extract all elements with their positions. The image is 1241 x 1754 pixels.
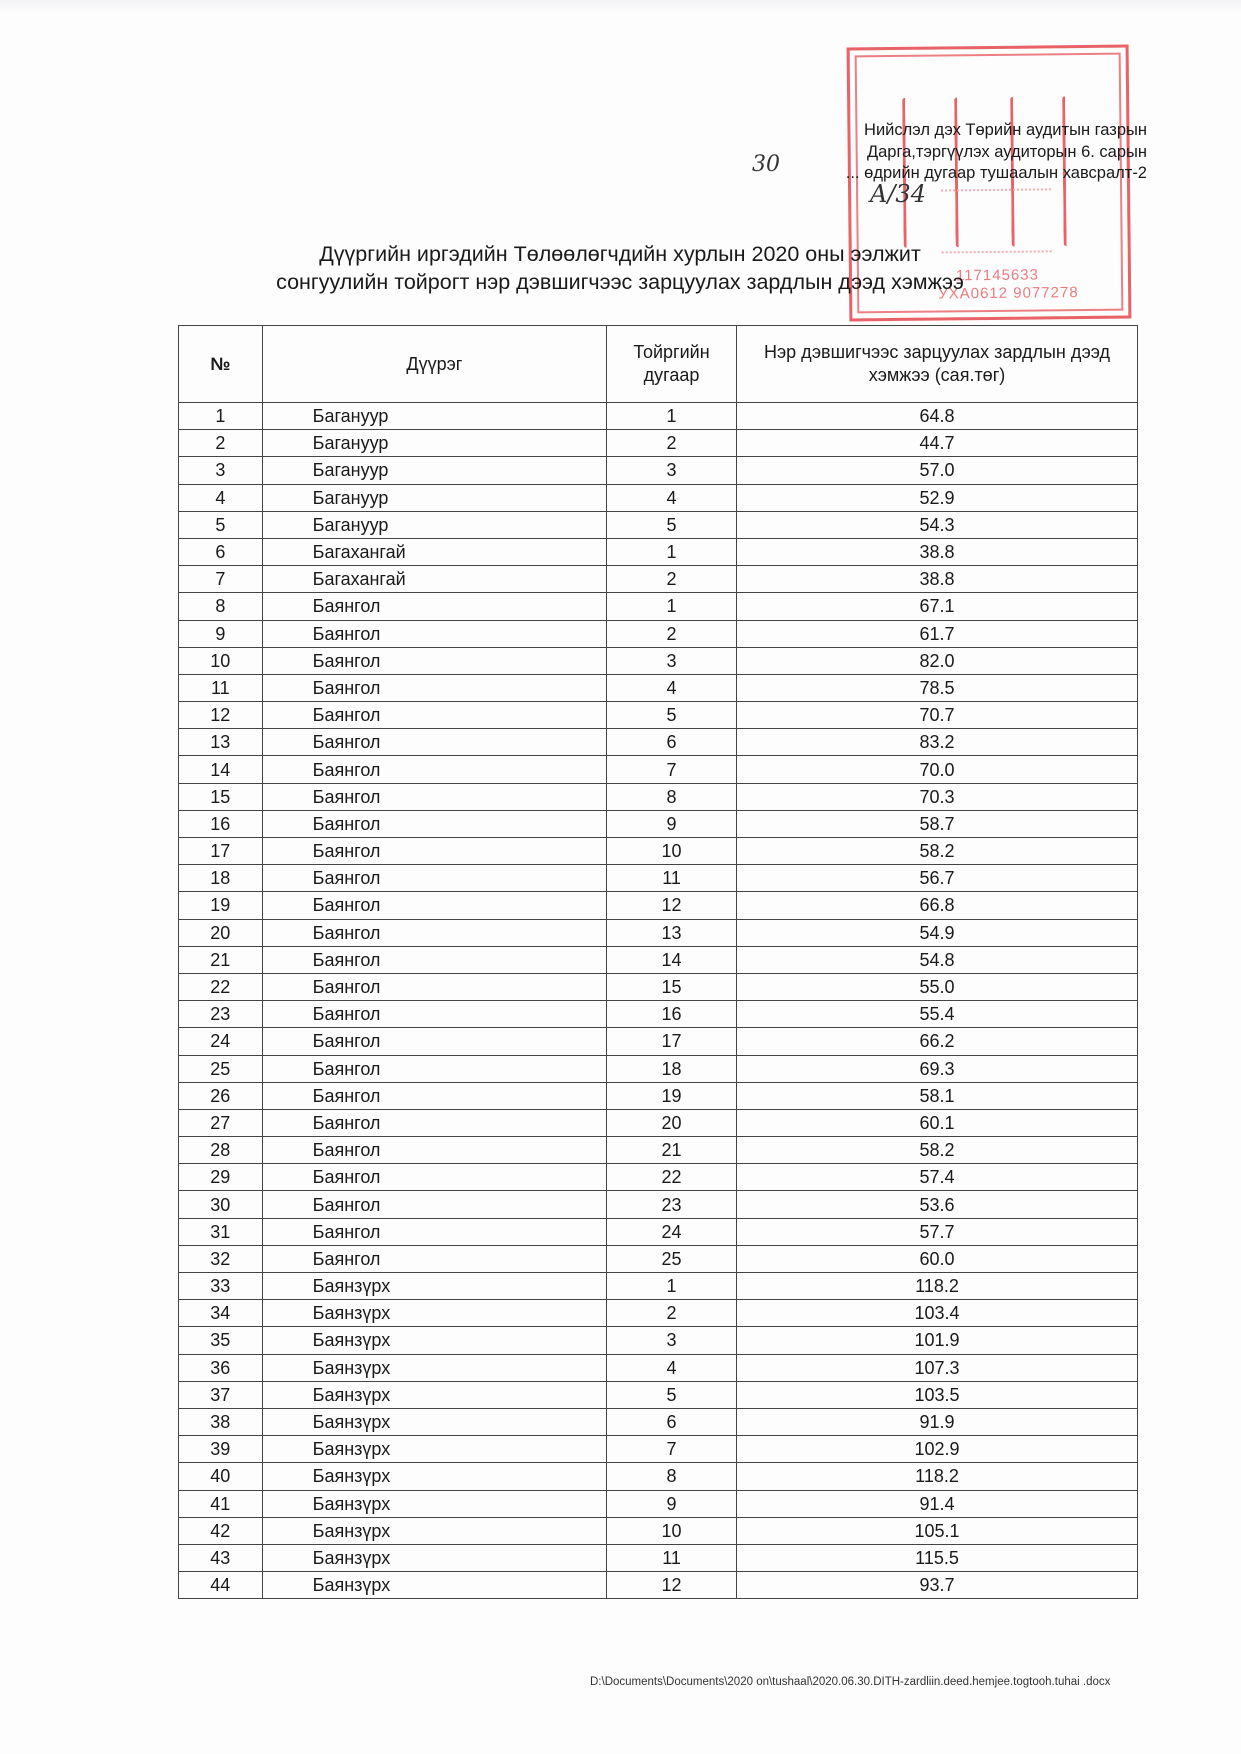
row-number: 28 <box>179 1137 263 1164</box>
table-row <box>179 403 1138 430</box>
row-number: 13 <box>179 729 263 756</box>
table-row <box>179 946 1138 973</box>
row-district: Баянгол <box>262 1082 606 1109</box>
row-district: Багануур <box>262 511 606 538</box>
row-amount: 83.2 <box>737 729 1138 756</box>
row-amount: 38.8 <box>737 566 1138 593</box>
row-amount: 105.1 <box>737 1517 1138 1544</box>
table-row <box>179 1572 1138 1599</box>
row-number: 41 <box>179 1490 263 1517</box>
row-number: 34 <box>179 1300 263 1327</box>
row-district: Баянзүрх <box>262 1544 606 1571</box>
row-constituency: 2 <box>607 566 737 593</box>
table-row <box>179 1001 1138 1028</box>
table-row <box>179 810 1138 837</box>
row-constituency: 1 <box>607 1273 737 1300</box>
table-row <box>179 457 1138 484</box>
row-amount: 55.4 <box>737 1001 1138 1028</box>
row-amount: 115.5 <box>737 1544 1138 1571</box>
row-constituency: 15 <box>607 973 737 1000</box>
row-constituency: 8 <box>607 1463 737 1490</box>
row-constituency: 5 <box>607 511 737 538</box>
row-district: Баянгол <box>262 783 606 810</box>
row-amount: 61.7 <box>737 620 1138 647</box>
row-number: 17 <box>179 838 263 865</box>
row-district: Баянгол <box>262 674 606 701</box>
table-row <box>179 1354 1138 1381</box>
row-district: Баянгол <box>262 1028 606 1055</box>
row-constituency: 4 <box>607 674 737 701</box>
row-district: Баянгол <box>262 756 606 783</box>
row-amount: 91.9 <box>737 1408 1138 1435</box>
row-number: 26 <box>179 1082 263 1109</box>
row-district: Баянгол <box>262 865 606 892</box>
row-district: Баянгол <box>262 1109 606 1136</box>
table-row <box>179 1490 1138 1517</box>
row-number: 21 <box>179 946 263 973</box>
row-district: Багануур <box>262 457 606 484</box>
table-row <box>179 647 1138 674</box>
table-row <box>179 1517 1138 1544</box>
table-row <box>179 566 1138 593</box>
row-constituency: 2 <box>607 430 737 457</box>
row-constituency: 6 <box>607 729 737 756</box>
spending-limit-table <box>178 325 1138 1599</box>
row-number: 36 <box>179 1354 263 1381</box>
row-amount: 118.2 <box>737 1273 1138 1300</box>
row-number: 1 <box>179 403 263 430</box>
table-row <box>179 1436 1138 1463</box>
row-number: 6 <box>179 538 263 565</box>
row-number: 23 <box>179 1001 263 1028</box>
row-number: 9 <box>179 620 263 647</box>
row-number: 3 <box>179 457 263 484</box>
row-district: Багануур <box>262 430 606 457</box>
table-row <box>179 538 1138 565</box>
document-title <box>240 240 1000 296</box>
table-row <box>179 1191 1138 1218</box>
row-constituency: 5 <box>607 1381 737 1408</box>
row-amount: 70.7 <box>737 702 1138 729</box>
table-row <box>179 865 1138 892</box>
row-amount: 54.3 <box>737 511 1138 538</box>
row-amount: 70.0 <box>737 756 1138 783</box>
table-row <box>179 702 1138 729</box>
row-constituency: 12 <box>607 892 737 919</box>
row-district: Баянгол <box>262 810 606 837</box>
row-number: 35 <box>179 1327 263 1354</box>
row-constituency: 14 <box>607 946 737 973</box>
row-amount: 38.8 <box>737 538 1138 565</box>
table-row <box>179 1055 1138 1082</box>
row-number: 19 <box>179 892 263 919</box>
row-constituency: 11 <box>607 865 737 892</box>
row-number: 18 <box>179 865 263 892</box>
row-district: Баянгол <box>262 1001 606 1028</box>
row-constituency: 1 <box>607 593 737 620</box>
row-constituency: 23 <box>607 1191 737 1218</box>
row-constituency: 3 <box>607 457 737 484</box>
table-row <box>179 1544 1138 1571</box>
approval-reference <box>846 120 1147 185</box>
row-number: 12 <box>179 702 263 729</box>
table-row <box>179 729 1138 756</box>
row-constituency: 7 <box>607 756 737 783</box>
title-line-1: Дүүргийн иргэдийн Төлөөлөгчдийн хурлын 2020 оны ээлжит <box>319 242 921 266</box>
row-district: Баянгол <box>262 1191 606 1218</box>
row-number: 39 <box>179 1436 263 1463</box>
table-row <box>179 892 1138 919</box>
row-amount: 55.0 <box>737 973 1138 1000</box>
row-district: Баянгол <box>262 1137 606 1164</box>
row-district: Баянзүрх <box>262 1354 606 1381</box>
table-row <box>179 1463 1138 1490</box>
table-row <box>179 1082 1138 1109</box>
row-constituency: 3 <box>607 647 737 674</box>
file-path-footer: D:\Documents\Documents\2020 on\tushaal\2020.06.30.DITH-zardliin.deed.hemjee.togtooh.tuhai .docx <box>590 1676 1111 1688</box>
row-constituency: 22 <box>607 1164 737 1191</box>
row-number: 43 <box>179 1544 263 1571</box>
table-row <box>179 674 1138 701</box>
row-constituency: 12 <box>607 1572 737 1599</box>
row-amount: 64.8 <box>737 403 1138 430</box>
row-district: Баянзүрх <box>262 1436 606 1463</box>
table-row <box>179 1408 1138 1435</box>
table-row <box>179 1273 1138 1300</box>
row-constituency: 10 <box>607 1517 737 1544</box>
table-row <box>179 511 1138 538</box>
approval-line-1: Нийслэл дэх Төрийн аудитын газрын <box>864 121 1147 139</box>
row-amount: 60.0 <box>737 1245 1138 1272</box>
row-district: Багануур <box>262 484 606 511</box>
row-amount: 57.4 <box>737 1164 1138 1191</box>
table-row <box>179 1137 1138 1164</box>
row-number: 27 <box>179 1109 263 1136</box>
row-amount: 44.7 <box>737 430 1138 457</box>
table-row <box>179 1381 1138 1408</box>
table-row <box>179 783 1138 810</box>
row-district: Баянзүрх <box>262 1327 606 1354</box>
row-district: Баянгол <box>262 1218 606 1245</box>
row-constituency: 16 <box>607 1001 737 1028</box>
row-amount: 91.4 <box>737 1490 1138 1517</box>
row-constituency: 21 <box>607 1137 737 1164</box>
row-number: 24 <box>179 1028 263 1055</box>
row-number: 29 <box>179 1164 263 1191</box>
row-district: Баянгол <box>262 620 606 647</box>
row-number: 33 <box>179 1273 263 1300</box>
row-amount: 58.1 <box>737 1082 1138 1109</box>
row-number: 37 <box>179 1381 263 1408</box>
row-constituency: 1 <box>607 403 737 430</box>
row-number: 42 <box>179 1517 263 1544</box>
row-constituency: 3 <box>607 1327 737 1354</box>
table-row <box>179 484 1138 511</box>
row-amount: 54.9 <box>737 919 1138 946</box>
row-constituency: 8 <box>607 783 737 810</box>
row-amount: 58.2 <box>737 1137 1138 1164</box>
row-amount: 103.4 <box>737 1300 1138 1327</box>
header-amount-label: Нэр дэвшигчээс зарцуулах зардлын дээд хэмжээ (сая.төг) <box>763 342 1111 385</box>
row-district: Баянзүрх <box>262 1300 606 1327</box>
row-constituency: 4 <box>607 1354 737 1381</box>
row-district: Баянзүрх <box>262 1572 606 1599</box>
row-amount: 69.3 <box>737 1055 1138 1082</box>
row-amount: 93.7 <box>737 1572 1138 1599</box>
row-constituency: 2 <box>607 1300 737 1327</box>
row-district: Баянзүрх <box>262 1490 606 1517</box>
row-constituency: 17 <box>607 1028 737 1055</box>
table-row <box>179 838 1138 865</box>
table-row <box>179 1109 1138 1136</box>
row-amount: 103.5 <box>737 1381 1138 1408</box>
row-number: 44 <box>179 1572 263 1599</box>
row-number: 8 <box>179 593 263 620</box>
row-amount: 60.1 <box>737 1109 1138 1136</box>
approval-line-2: Дарга,тэргүүлэх аудиторын 6. сарын <box>866 142 1147 161</box>
table-row <box>179 1327 1138 1354</box>
row-number: 38 <box>179 1408 263 1435</box>
row-constituency: 2 <box>607 620 737 647</box>
handwritten-day: 30 <box>752 152 780 177</box>
row-number: 32 <box>179 1245 263 1272</box>
header-amount <box>737 326 1138 403</box>
row-number: 16 <box>179 810 263 837</box>
table-row <box>179 1028 1138 1055</box>
row-constituency: 18 <box>607 1055 737 1082</box>
scan-edge-shade <box>0 0 1241 14</box>
row-district: Багахангай <box>262 538 606 565</box>
row-district: Баянгол <box>262 1055 606 1082</box>
row-district: Баянгол <box>262 1164 606 1191</box>
row-amount: 101.9 <box>737 1327 1138 1354</box>
row-amount: 52.9 <box>737 484 1138 511</box>
row-amount: 66.8 <box>737 892 1138 919</box>
row-constituency: 4 <box>607 484 737 511</box>
row-constituency: 13 <box>607 919 737 946</box>
row-amount: 107.3 <box>737 1354 1138 1381</box>
approval-line-3: ... өдрийн дугаар тушаалын хавсралт-2 <box>845 164 1147 182</box>
row-number: 5 <box>179 511 263 538</box>
row-district: Баянгол <box>262 892 606 919</box>
table-row <box>179 1245 1138 1272</box>
row-constituency: 10 <box>607 838 737 865</box>
row-amount: 57.7 <box>737 1218 1138 1245</box>
row-amount: 57.0 <box>737 457 1138 484</box>
row-amount: 58.2 <box>737 838 1138 865</box>
row-number: 10 <box>179 647 263 674</box>
table-header-row <box>179 326 1138 403</box>
row-district: Баянзүрх <box>262 1463 606 1490</box>
row-district: Баянзүрх <box>262 1273 606 1300</box>
table-row <box>179 973 1138 1000</box>
handwritten-order-number: A/34 <box>870 180 926 208</box>
row-district: Баянгол <box>262 593 606 620</box>
row-number: 31 <box>179 1218 263 1245</box>
header-constituency <box>607 326 737 403</box>
row-number: 20 <box>179 919 263 946</box>
row-amount: 53.6 <box>737 1191 1138 1218</box>
row-constituency: 19 <box>607 1082 737 1109</box>
header-constituency-label: Тойргийн дугаар <box>633 342 710 385</box>
table-row <box>179 1164 1138 1191</box>
row-number: 15 <box>179 783 263 810</box>
row-district: Баянгол <box>262 973 606 1000</box>
row-number: 22 <box>179 973 263 1000</box>
row-amount: 102.9 <box>737 1436 1138 1463</box>
row-number: 11 <box>179 674 263 701</box>
row-amount: 67.1 <box>737 593 1138 620</box>
table-row <box>179 593 1138 620</box>
row-district: Баянзүрх <box>262 1517 606 1544</box>
row-district: Багануур <box>262 403 606 430</box>
row-district: Баянзүрх <box>262 1408 606 1435</box>
row-district: Баянзүрх <box>262 1381 606 1408</box>
row-amount: 70.3 <box>737 783 1138 810</box>
row-amount: 58.7 <box>737 810 1138 837</box>
table-row <box>179 430 1138 457</box>
row-constituency: 9 <box>607 1490 737 1517</box>
row-number: 4 <box>179 484 263 511</box>
row-amount: 82.0 <box>737 647 1138 674</box>
table-row <box>179 620 1138 647</box>
row-constituency: 11 <box>607 1544 737 1571</box>
header-no: № <box>179 326 263 403</box>
row-district: Баянгол <box>262 919 606 946</box>
stamp-code-2: УХА0612 9077278 <box>938 284 1079 303</box>
row-district: Багахангай <box>262 566 606 593</box>
row-district: Баянгол <box>262 1245 606 1272</box>
row-constituency: 9 <box>607 810 737 837</box>
row-district: Баянгол <box>262 946 606 973</box>
table-body <box>179 403 1138 1599</box>
row-district: Баянгол <box>262 647 606 674</box>
table-row <box>179 1300 1138 1327</box>
table-row <box>179 756 1138 783</box>
row-amount: 54.8 <box>737 946 1138 973</box>
row-amount: 56.7 <box>737 865 1138 892</box>
row-constituency: 25 <box>607 1245 737 1272</box>
row-constituency: 5 <box>607 702 737 729</box>
row-constituency: 1 <box>607 538 737 565</box>
row-constituency: 7 <box>607 1436 737 1463</box>
row-number: 2 <box>179 430 263 457</box>
row-constituency: 6 <box>607 1408 737 1435</box>
table-row <box>179 1218 1138 1245</box>
title-line-2: сонгуулийн тойрогт нэр дэвшигчээс зарцуулах зардлын дээд хэмжээ <box>276 270 964 294</box>
row-amount: 66.2 <box>737 1028 1138 1055</box>
stamp-code-1: 117145633 <box>955 266 1040 285</box>
row-number: 30 <box>179 1191 263 1218</box>
row-number: 7 <box>179 566 263 593</box>
row-constituency: 20 <box>607 1109 737 1136</box>
row-number: 14 <box>179 756 263 783</box>
row-amount: 118.2 <box>737 1463 1138 1490</box>
row-amount: 78.5 <box>737 674 1138 701</box>
table-row <box>179 919 1138 946</box>
row-number: 40 <box>179 1463 263 1490</box>
row-district: Баянгол <box>262 838 606 865</box>
header-district: Дүүрэг <box>262 326 606 403</box>
row-district: Баянгол <box>262 702 606 729</box>
row-number: 25 <box>179 1055 263 1082</box>
row-district: Баянгол <box>262 729 606 756</box>
row-constituency: 24 <box>607 1218 737 1245</box>
